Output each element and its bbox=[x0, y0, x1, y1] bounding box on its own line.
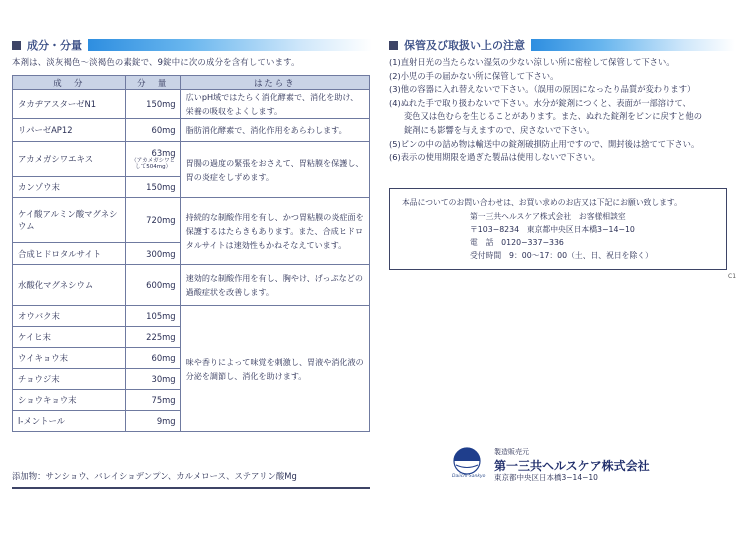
heading-bar bbox=[88, 39, 372, 51]
company-logo-icon bbox=[452, 446, 482, 476]
col-header-effect: はたらき bbox=[180, 76, 369, 90]
ingredient-name: ケイ酸アルミン酸マグネシウム bbox=[13, 198, 126, 243]
contact-intro: 本品についてのお問い合わせは、お買い求めのお店又は下記にお願い致します。 bbox=[402, 198, 682, 207]
heading-bar bbox=[531, 39, 735, 51]
contact-address: 〒103−8234 東京都中央区日本橋3−14−10 bbox=[470, 225, 635, 234]
storage-heading-text: 保管及び取扱い上の注意 bbox=[404, 39, 525, 52]
ingredient-amount: 75mg bbox=[125, 390, 180, 411]
additives-note: 添加物：サンショウ、バレイショデンプン、カルメロース、ステアリン酸Mg bbox=[12, 471, 297, 481]
ingredient-name: 合成ヒドロタルサイト bbox=[13, 243, 126, 265]
caution-list bbox=[389, 56, 735, 165]
contact-box bbox=[389, 188, 727, 270]
ingredient-amount: 150mg bbox=[125, 177, 180, 198]
caution-item: (4)ぬれた手で取り扱わないで下さい。水分が錠剤につくと、表面が一部溶けて、 bbox=[389, 97, 691, 108]
caution-item: (6)表示の使用期限を過ぎた製品は使用しないで下さい。 bbox=[389, 152, 600, 163]
ingredients-intro: 本剤は、淡灰褐色〜淡褐色の素錠で、9錠中に次の成分を含有しています。 bbox=[12, 57, 300, 67]
ingredient-effect: 脂肪消化酵素で、消化作用をあらわします。 bbox=[180, 119, 369, 142]
ingredient-name: オウバク末 bbox=[13, 306, 126, 327]
contact-company: 第一三共ヘルスケア株式会社 お客様相談室 bbox=[470, 212, 626, 221]
ingredient-amount: 105mg bbox=[125, 306, 180, 327]
caution-item: (5)ビンの中の詰め物は輸送中の錠剤破損防止用ですので、開封後は捨てて下さい。 bbox=[389, 138, 700, 149]
storage-heading bbox=[389, 38, 735, 52]
ingredient-name: カンゾウ末 bbox=[13, 177, 126, 198]
ingredient-amount: 60mg bbox=[125, 348, 180, 369]
ingredient-name: ショウキョウ末 bbox=[13, 390, 126, 411]
bottom-divider bbox=[12, 487, 370, 489]
table-row bbox=[13, 198, 370, 243]
print-code: C1 bbox=[728, 273, 737, 280]
caution-item: (3)他の容器に入れ替えないで下さい。（誤用の原因になったり品質が変わります） bbox=[389, 84, 696, 95]
ingredient-amount-note: （アカメガシワとして504mg） bbox=[131, 158, 176, 170]
ingredient-name: チョウジ末 bbox=[13, 369, 126, 390]
ingredient-name: アカメガシワエキス bbox=[13, 142, 126, 177]
ingredient-name: リパーゼAP12 bbox=[13, 119, 126, 142]
caution-item: (1)直射日光の当たらない湿気の少ない涼しい所に密栓して保管して下さい。 bbox=[389, 57, 675, 67]
manufacturer-address: 東京都中央区日本橋3−14−10 bbox=[494, 473, 598, 482]
caution-item: (2)小児の手の届かない所に保管して下さい。 bbox=[389, 70, 559, 81]
ingredients-table bbox=[12, 75, 370, 432]
ingredients-heading-text: 成分・分量 bbox=[27, 39, 82, 52]
table-row bbox=[13, 265, 370, 306]
ingredient-amount: 225mg bbox=[125, 327, 180, 348]
manufacturer-name: 第一三共ヘルスケア株式会社 bbox=[494, 459, 650, 473]
contact-hours: 受付時間 9：00〜17：00（土、日、祝日を除く） bbox=[470, 251, 653, 260]
ingredient-name: 水酸化マグネシウム bbox=[13, 265, 126, 306]
ingredient-amount-cell bbox=[125, 142, 180, 177]
ingredient-effect: 胃腸の過度の緊張をおさえて、胃粘膜を保護し、胃の炎症をしずめます。 bbox=[180, 142, 369, 198]
ingredient-effect: 広いpH域ではたらく消化酵素で、消化を助け、栄養の吸収をよくします。 bbox=[180, 90, 369, 119]
contact-phone: 電 話 0120−337−336 bbox=[470, 238, 564, 247]
ingredient-name: タカヂアスターゼN1 bbox=[13, 90, 126, 119]
ingredient-amount: 60mg bbox=[125, 119, 180, 142]
caution-item: 錠剤にも影響を与えますので、戻さないで下さい。 bbox=[404, 124, 595, 135]
table-row bbox=[13, 306, 370, 327]
col-header-ingredient: 成 分 bbox=[13, 76, 126, 90]
table-row bbox=[13, 90, 370, 119]
company-logo-text: Daiichi-Sankyo bbox=[452, 474, 486, 479]
ingredient-name: l-メントール bbox=[13, 411, 126, 432]
square-bullet-icon bbox=[12, 41, 21, 50]
manufacturer-block bbox=[452, 444, 682, 484]
ingredient-amount: 300mg bbox=[125, 243, 180, 265]
ingredient-amount: 9mg bbox=[125, 411, 180, 432]
ingredient-amount: 30mg bbox=[125, 369, 180, 390]
table-row bbox=[13, 142, 370, 177]
table-header-row bbox=[13, 76, 370, 90]
ingredients-heading bbox=[12, 38, 372, 52]
square-bullet-icon bbox=[389, 41, 398, 50]
manufacturer-label: 製造販売元 bbox=[494, 448, 529, 456]
ingredient-effect: 味や香りによって味覚を刺激し、胃液や消化液の分泌を調節し、消化を助けます。 bbox=[180, 306, 369, 432]
ingredient-name: ケイヒ末 bbox=[13, 327, 126, 348]
ingredient-effect: 速効的な制酸作用を有し、胸やけ、げっぷなどの過酸症状を改善します。 bbox=[180, 265, 369, 306]
table-row bbox=[13, 119, 370, 142]
ingredient-amount: 63mg bbox=[151, 148, 176, 158]
caution-item: 変色又は色むらを生じることがあります。また、ぬれた錠剤をビンに戻すと他の bbox=[404, 111, 703, 122]
ingredient-effect: 持続的な制酸作用を有し、かつ胃粘膜の炎症面を保護するはたらきもあります。また、合成ヒドロタルサイトは速効性もかねそなえています。 bbox=[180, 198, 369, 265]
col-header-amount: 分 量 bbox=[125, 76, 180, 90]
ingredient-amount: 600mg bbox=[125, 265, 180, 306]
ingredient-amount: 720mg bbox=[125, 198, 180, 243]
ingredient-amount: 150mg bbox=[125, 90, 180, 119]
ingredient-name: ウイキョウ末 bbox=[13, 348, 126, 369]
